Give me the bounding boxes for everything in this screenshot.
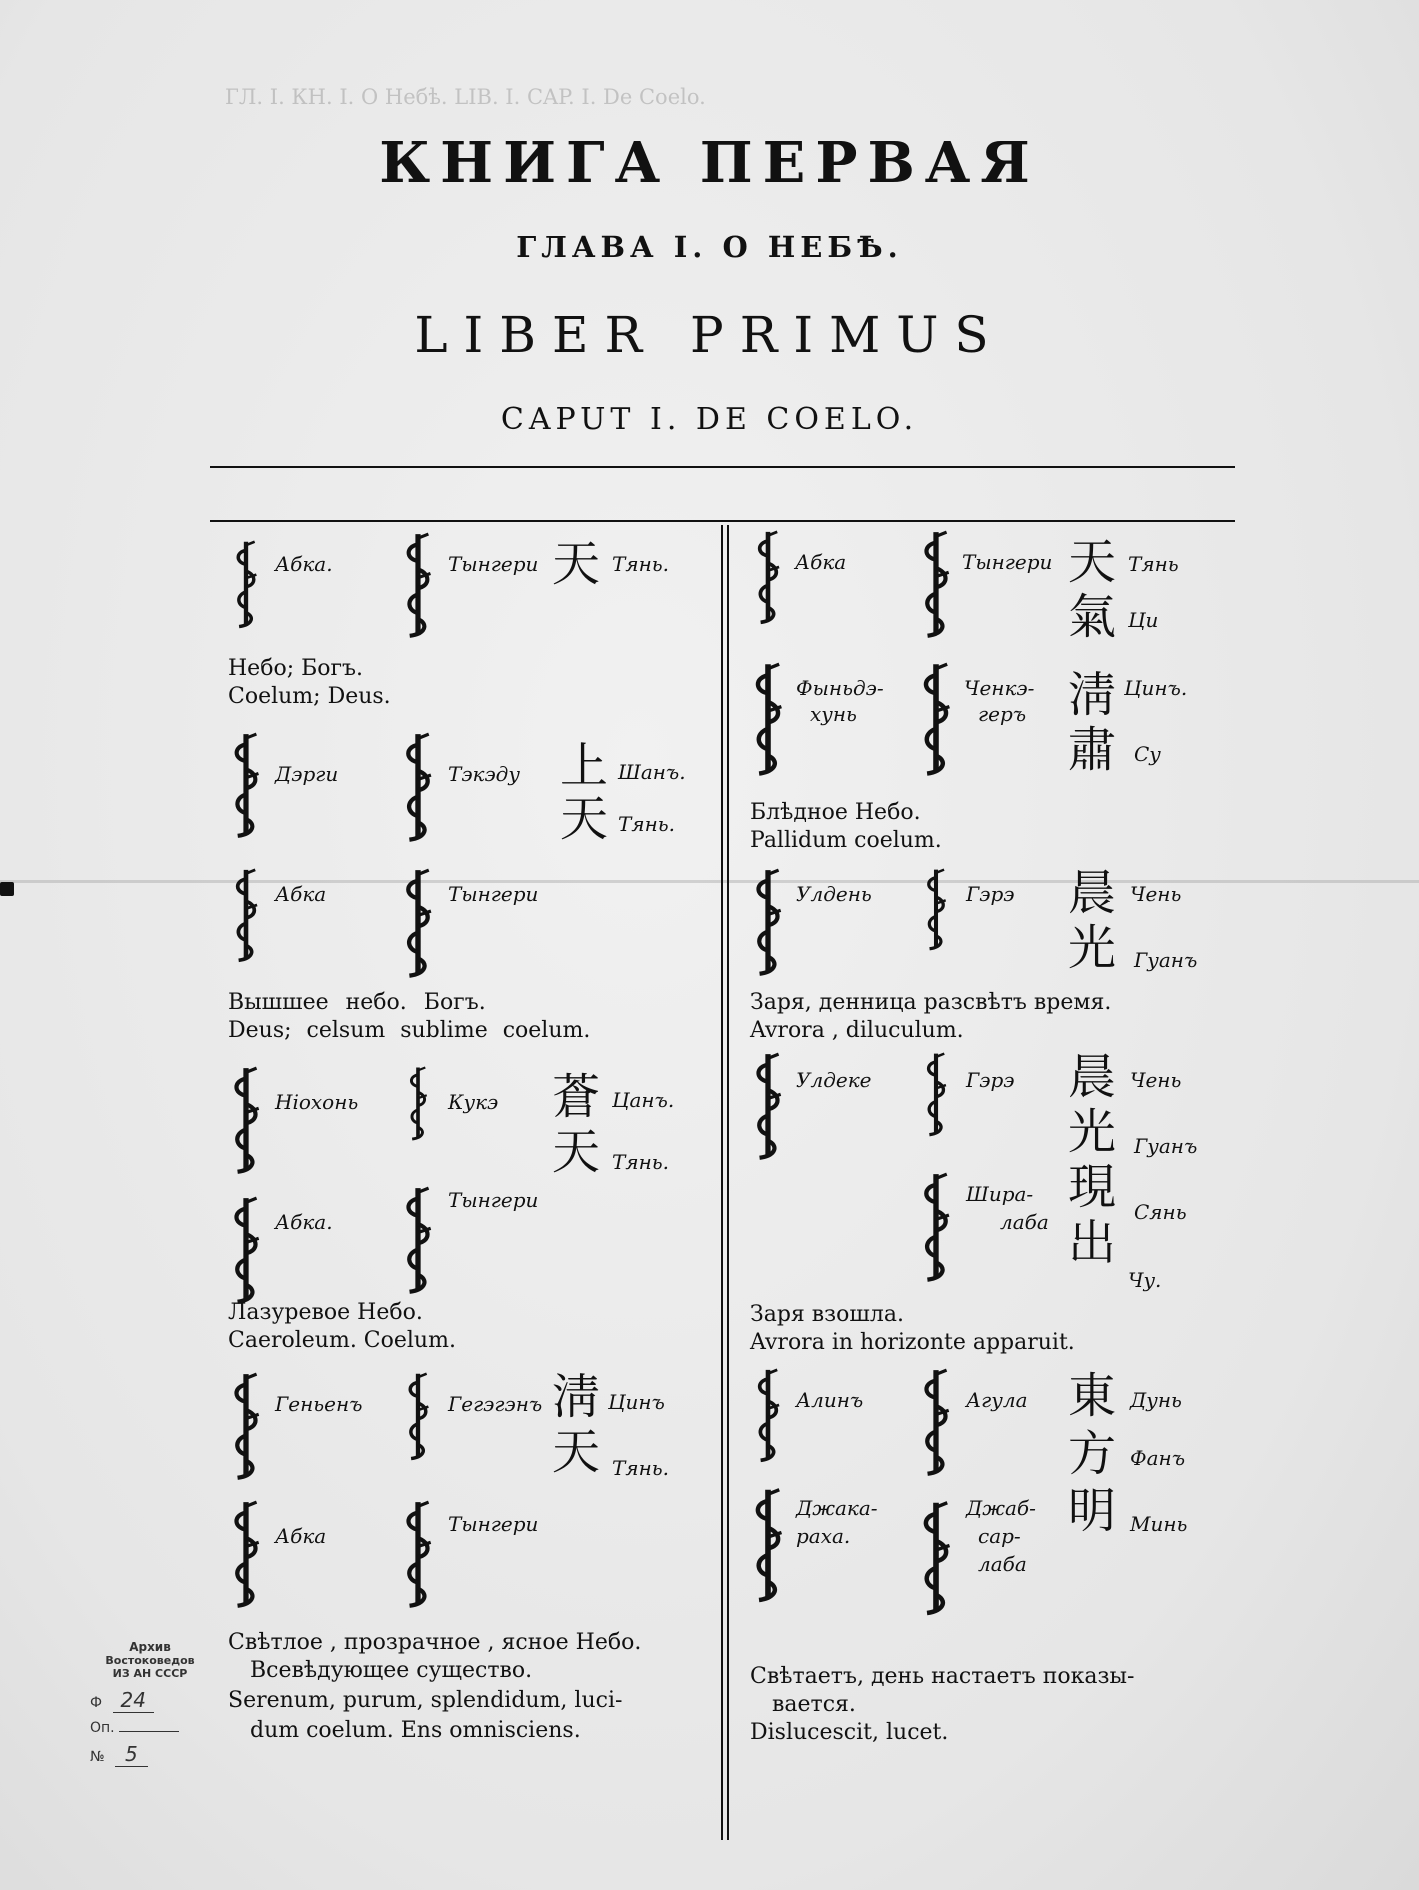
chinese-reading: Су xyxy=(1134,742,1161,766)
mongol-script-glyph xyxy=(918,662,954,778)
definition-la: Dislucescit, lucet. xyxy=(750,1720,949,1745)
mongol-script-glyph xyxy=(918,530,954,640)
definition-ru: Блѣдное Небо. xyxy=(750,800,921,825)
manchu-script-glyph xyxy=(228,868,264,964)
stamp-fond-value: 24 xyxy=(113,1688,154,1713)
title-la-chapter: CAPUT I. DE COELO. xyxy=(500,402,919,437)
manchu-reading: Улдень xyxy=(796,882,872,906)
mongol-reading: Агула xyxy=(966,1388,1028,1412)
chinese-reading: Чень xyxy=(1130,1068,1182,1092)
definition-ru: Всевѣдующее существо. xyxy=(250,1658,533,1683)
mongol-reading: Гэрэ xyxy=(966,1068,1015,1092)
mongol-script-glyph xyxy=(400,1500,436,1610)
manchu-reading: Абка. xyxy=(275,1210,333,1234)
mongol-reading: Тынгери xyxy=(448,552,539,576)
manchu-reading: Геньенъ xyxy=(275,1392,363,1416)
title-ru-chapter: ГЛАВА I. О НЕБѢ. xyxy=(516,230,903,264)
chinese-characters: 晨光 xyxy=(1068,865,1117,977)
stamp-opis-label: Оп. xyxy=(90,1720,115,1736)
definition-ru: Небо; Богъ. xyxy=(228,656,364,681)
mongol-reading: Тынгери xyxy=(448,882,539,906)
definition-ru: вается. xyxy=(772,1692,856,1717)
manchu-reading: Фыньдэ- xyxy=(796,676,884,700)
mongol-reading: Джаб- xyxy=(966,1496,1036,1520)
manchu-reading: хунь xyxy=(810,702,857,726)
chinese-reading: Тянь. xyxy=(612,552,670,576)
chinese-characters: 淸肅 xyxy=(1068,667,1117,779)
title-la-book: LIBER PRIMUS xyxy=(414,306,1005,364)
mongol-reading: Тэкэду xyxy=(448,762,520,786)
stamp-number-value: 5 xyxy=(115,1742,148,1767)
mongol-script-glyph xyxy=(918,1172,954,1284)
stamp-line: Востоковедов xyxy=(105,1654,195,1667)
definition-la: Coelum; Deus. xyxy=(228,684,391,709)
manchu-reading: Алинъ xyxy=(796,1388,864,1412)
chinese-reading: Цинъ. xyxy=(1124,676,1188,700)
manchu-reading: Ніохонь xyxy=(275,1090,359,1114)
chinese-reading: Сянь xyxy=(1134,1200,1187,1224)
chinese-characters: 上天 xyxy=(560,738,609,847)
manchu-reading: Абка xyxy=(795,550,847,574)
manchu-reading: Абка xyxy=(275,882,327,906)
chinese-characters: 天氣 xyxy=(1068,534,1117,646)
manchu-script-glyph xyxy=(750,662,786,778)
chinese-reading: Цинъ xyxy=(608,1390,665,1414)
manchu-reading: Джака- xyxy=(796,1496,878,1520)
definition-la: dum coelum. Ens omnisciens. xyxy=(250,1718,581,1743)
mongol-reading: Ченкэ- xyxy=(964,676,1035,700)
chinese-characters: 天 xyxy=(552,536,601,592)
chinese-reading: Гуанъ xyxy=(1134,948,1198,972)
manchu-script-glyph xyxy=(750,1052,786,1162)
chinese-reading: Чень xyxy=(1130,882,1182,906)
mongol-reading: геръ xyxy=(978,702,1027,726)
mongol-script-glyph xyxy=(400,1066,436,1142)
mongol-script-glyph xyxy=(918,1052,954,1138)
binding-mark xyxy=(0,882,14,896)
chinese-reading: Чу. xyxy=(1128,1268,1162,1292)
manchu-script-glyph xyxy=(750,868,786,978)
manchu-reading: Дэрги xyxy=(275,762,339,786)
chinese-reading: Тянь. xyxy=(612,1150,670,1174)
mongol-script-glyph xyxy=(918,1368,954,1478)
mongol-reading: лаба xyxy=(978,1552,1027,1576)
definition-la: Pallidum coelum. xyxy=(750,828,942,853)
chinese-reading: Шанъ. xyxy=(618,760,686,784)
chinese-reading: Минь xyxy=(1130,1512,1188,1536)
mongol-reading: лаба xyxy=(1000,1210,1049,1234)
stamp-fond-label: Ф xyxy=(90,1695,103,1711)
mongol-script-glyph xyxy=(400,1372,436,1462)
manchu-script-glyph xyxy=(228,1066,264,1176)
manchu-reading: раха. xyxy=(796,1524,851,1548)
mongol-reading: Тынгери xyxy=(962,550,1053,574)
mongol-reading: сар- xyxy=(978,1524,1021,1548)
definition-la: Avrora in horizonte apparuit. xyxy=(750,1330,1075,1355)
mongol-reading: Тынгери xyxy=(448,1512,539,1536)
manchu-reading: Абка xyxy=(275,1524,327,1548)
chinese-reading: Фанъ xyxy=(1130,1446,1186,1470)
chinese-characters: 東方明 xyxy=(1068,1368,1117,1540)
mongol-script-glyph xyxy=(400,532,436,640)
chinese-reading: Тянь. xyxy=(612,1456,670,1480)
definition-la: Avrora , diluculum. xyxy=(750,1018,964,1043)
rule-bottom xyxy=(210,520,1235,522)
manchu-script-glyph xyxy=(228,1372,264,1482)
manchu-script-glyph xyxy=(750,530,786,626)
definition-ru: Лазуревое Небо. xyxy=(228,1300,423,1325)
definition-ru: Заря, денница разсвѣтъ время. xyxy=(750,990,1112,1015)
stamp-line: Архив xyxy=(129,1640,171,1654)
manchu-script-glyph xyxy=(228,1196,264,1306)
stamp-opis-blank xyxy=(119,1731,179,1732)
mongol-reading: Гэрэ xyxy=(966,882,1015,906)
mongol-script-glyph xyxy=(400,732,436,844)
definition-la: Deus; celsum sublime coelum. xyxy=(228,1018,591,1043)
page-fold xyxy=(0,880,1419,883)
stamp-line: ИЗ АН СССР xyxy=(112,1667,188,1680)
manchu-reading: Улдеке xyxy=(796,1068,872,1092)
title-ru-book: КНИГА ПЕРВАЯ xyxy=(379,130,1040,196)
chinese-reading: Тянь xyxy=(1128,552,1179,576)
chinese-reading: Дунь xyxy=(1130,1388,1182,1412)
mongol-reading: Шира- xyxy=(966,1182,1034,1206)
manchu-script-glyph xyxy=(750,1368,786,1464)
chinese-characters: 蒼天 xyxy=(552,1069,601,1181)
mongol-reading: Гегэгэнъ xyxy=(448,1392,543,1416)
manchu-script-glyph xyxy=(228,1500,264,1610)
definition-ru: Свѣтлое , прозрачное , ясное Небо. xyxy=(228,1630,642,1655)
definition-la: Caeroleum. Coelum. xyxy=(228,1328,456,1353)
column-divider-a xyxy=(721,525,723,1840)
manchu-script-glyph xyxy=(228,540,264,630)
rule-top xyxy=(210,466,1235,468)
definition-la: Serenum, purum, splendidum, luci- xyxy=(228,1688,623,1713)
mongol-script-glyph xyxy=(918,1484,954,1634)
chinese-reading: Цанъ. xyxy=(612,1088,675,1112)
bleed-through-text: ГЛ. I. КН. I. О Небѣ. LIB. I. CAP. I. De Coelo. xyxy=(225,85,706,109)
stamp-number-label: № xyxy=(90,1749,105,1765)
mongol-script-glyph xyxy=(918,868,954,952)
column-divider-b xyxy=(727,525,729,1840)
chinese-reading: Гуанъ xyxy=(1134,1134,1198,1158)
mongol-script-glyph xyxy=(400,1186,436,1296)
mongol-reading: Тынгери xyxy=(448,1188,539,1212)
archive-stamp xyxy=(90,1640,210,1766)
chinese-reading: Тянь. xyxy=(618,812,676,836)
definition-ru: Свѣтаетъ, день настаетъ показы- xyxy=(750,1664,1135,1689)
chinese-characters: 淸天 xyxy=(552,1369,601,1481)
mongol-reading: Кукэ xyxy=(448,1090,499,1114)
definition-ru: Вышшее небо. Богъ. xyxy=(228,990,486,1015)
mongol-script-glyph xyxy=(400,868,436,980)
manchu-reading: Абка. xyxy=(275,552,333,576)
manchu-script-glyph xyxy=(750,1484,786,1608)
definition-ru: Заря взошла. xyxy=(750,1302,904,1327)
chinese-characters: 晨光現出 xyxy=(1068,1049,1117,1271)
manchu-script-glyph xyxy=(228,732,264,840)
chinese-reading: Ци xyxy=(1128,608,1159,632)
